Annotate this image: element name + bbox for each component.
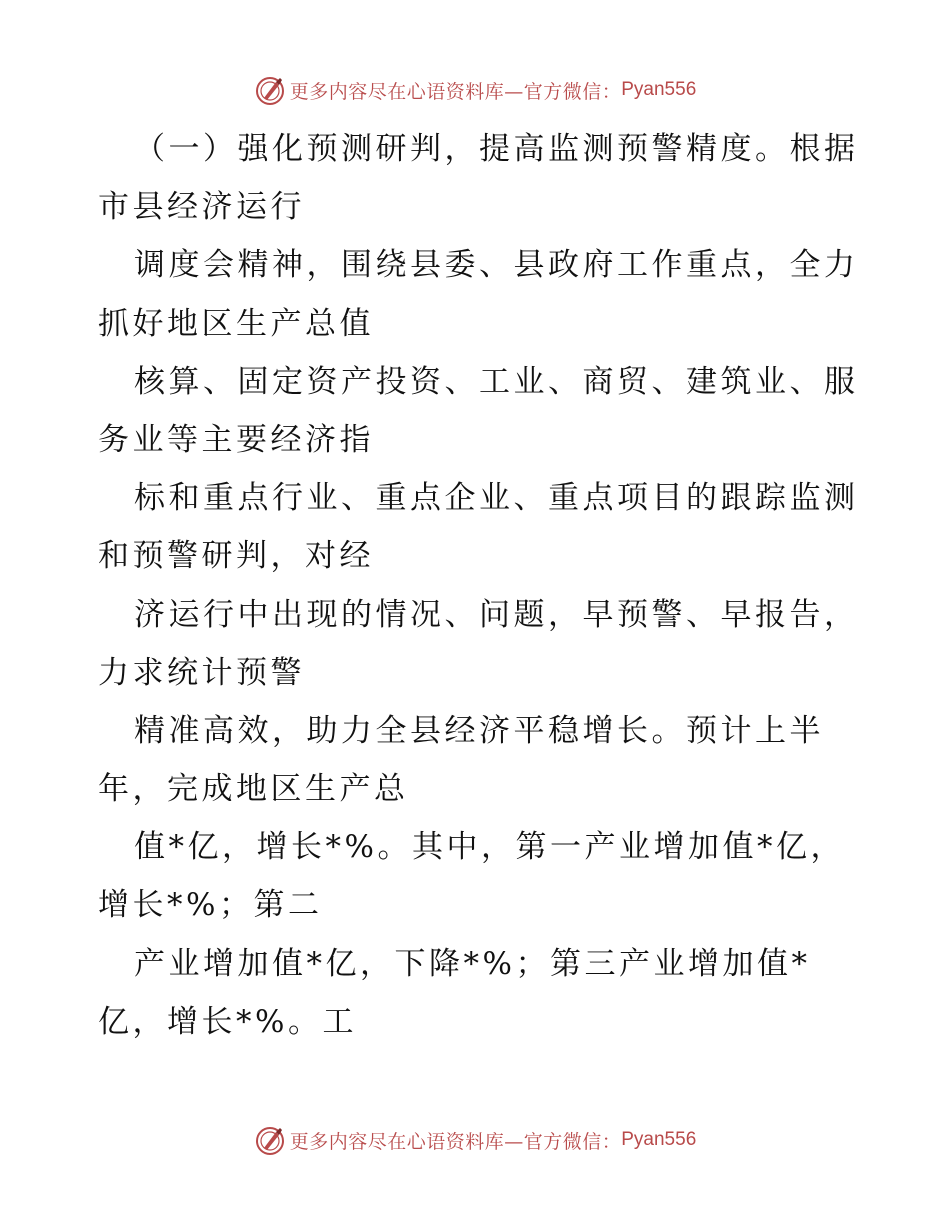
footer-banner-handle: Pyan556 [621, 1129, 697, 1150]
footer-banner [0, 1120, 950, 1160]
paragraph-line: 精准高效，助力全县经济平稳增长。预计上半 [134, 712, 824, 749]
paragraph-line: 市县经济运行 [98, 189, 305, 226]
pen-circle-logo-icon [254, 1124, 286, 1156]
paragraph-line: 值*亿，增长*%。其中，第一产业增加值*亿， [134, 829, 845, 866]
header-banner-handle: Pyan556 [621, 79, 697, 100]
paragraph-line: 亿，增长*%。工 [98, 1003, 357, 1040]
header-banner-text: 更多内容尽在心语资料库—官方微信： [289, 80, 622, 103]
paragraph-line: 产业增加值*亿，下降*%；第三产业增加值* [134, 945, 811, 982]
paragraph-line: （一）强化预测研判，提高监测预警精度。根据 [134, 131, 859, 167]
paragraph-line: 抓好地区生产总值 [98, 305, 374, 342]
paragraph-line: 标和重点行业、重点企业、重点项目的跟踪监测 [134, 480, 859, 517]
paragraph-line: 增长*%；第二 [98, 887, 323, 924]
paragraph-line: 核算、固定资产投资、工业、商贸、建筑业、服 [134, 363, 859, 400]
pen-circle-logo-icon [254, 74, 286, 106]
footer-banner-text: 更多内容尽在心语资料库—官方微信： [289, 1130, 622, 1153]
paragraph-line: 济运行中出现的情况、问题，早预警、早报告， [134, 596, 859, 633]
paragraph-line: 年，完成地区生产总 [98, 771, 409, 808]
header-banner [0, 70, 950, 110]
paragraph-line: 务业等主要经济指 [98, 421, 374, 458]
paragraph-line: 调度会精神，围绕县委、县政府工作重点，全力 [134, 247, 859, 284]
paragraph-line: 力求统计预警 [98, 654, 305, 691]
document-body [98, 120, 858, 1051]
paragraph-line: 和预警研判，对经 [98, 538, 374, 575]
